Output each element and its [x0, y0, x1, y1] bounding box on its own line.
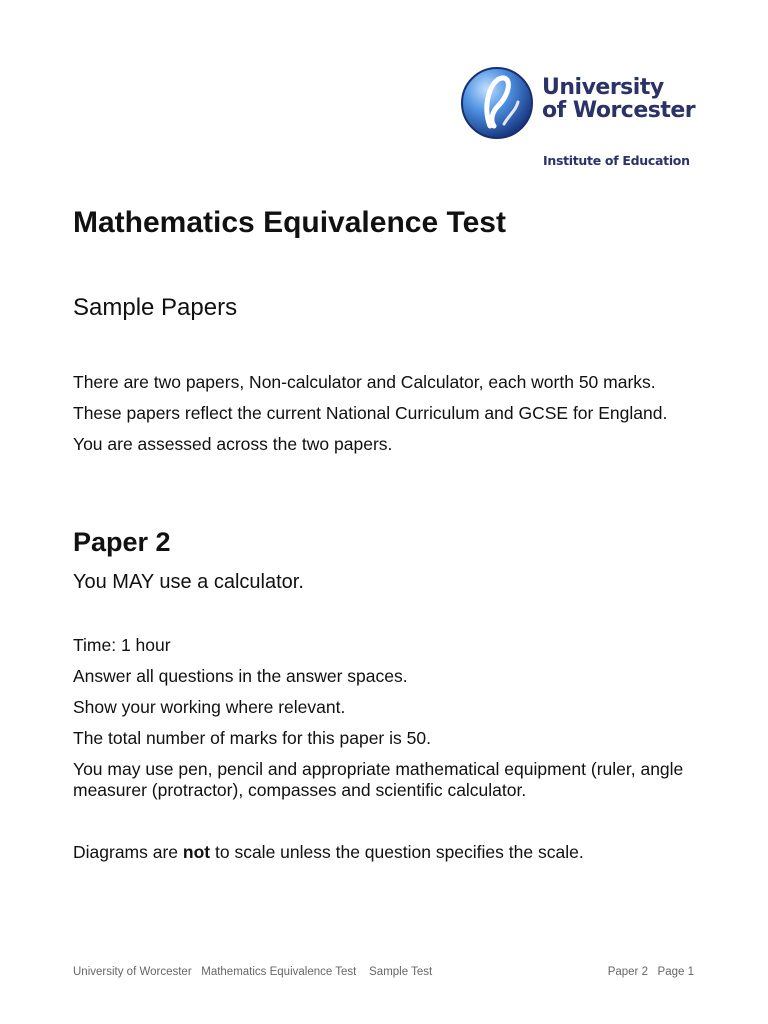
instruction-line: Answer all questions in the answer spaces.	[73, 666, 408, 686]
diagrams-note	[73, 842, 584, 863]
logo-wordmark	[542, 76, 695, 122]
instruction-line: Time: 1 hour	[73, 635, 171, 655]
intro-line: There are two papers, Non-calculator and Calculator, each worth 50 marks.	[73, 372, 656, 392]
instructions-section	[73, 635, 713, 811]
instruction-line: The total number of marks for this paper is 50.	[73, 728, 431, 748]
diagrams-note-emphasis: not	[182, 842, 211, 862]
paper-heading: Paper 2	[73, 527, 171, 557]
instruction-line: Show your working where relevant.	[73, 697, 346, 717]
intro-section	[73, 372, 713, 465]
document-title: Mathematics Equivalence Test	[73, 206, 506, 239]
intro-line: These papers reflect the current National Curriculum and GCSE for England.	[73, 403, 668, 423]
calculator-note: You MAY use a calculator.	[73, 571, 304, 593]
logo-line-2: of Worcester	[542, 98, 696, 123]
university-logo	[460, 66, 700, 176]
university-emblem-icon	[460, 66, 534, 140]
document-subtitle: Sample Papers	[73, 294, 238, 321]
intro-line: You are assessed across the two papers.	[73, 434, 393, 454]
diagrams-note-before: Diagrams are	[73, 842, 183, 862]
logo-subtitle: Institute of Education	[543, 153, 690, 168]
instruction-line: You may use pen, pencil and appropriate mathematical equipment (ruler, angle measurer (protractor), compasses and scientific calculator.	[73, 759, 684, 800]
diagrams-note-after: to scale unless the question specifies the scale.	[210, 842, 584, 862]
footer-right: Paper 2 Page 1	[607, 966, 694, 978]
footer-left: University of Worcester Mathematics Equivalence Test Sample Test	[73, 966, 433, 978]
logo-line-1: University	[542, 75, 664, 100]
